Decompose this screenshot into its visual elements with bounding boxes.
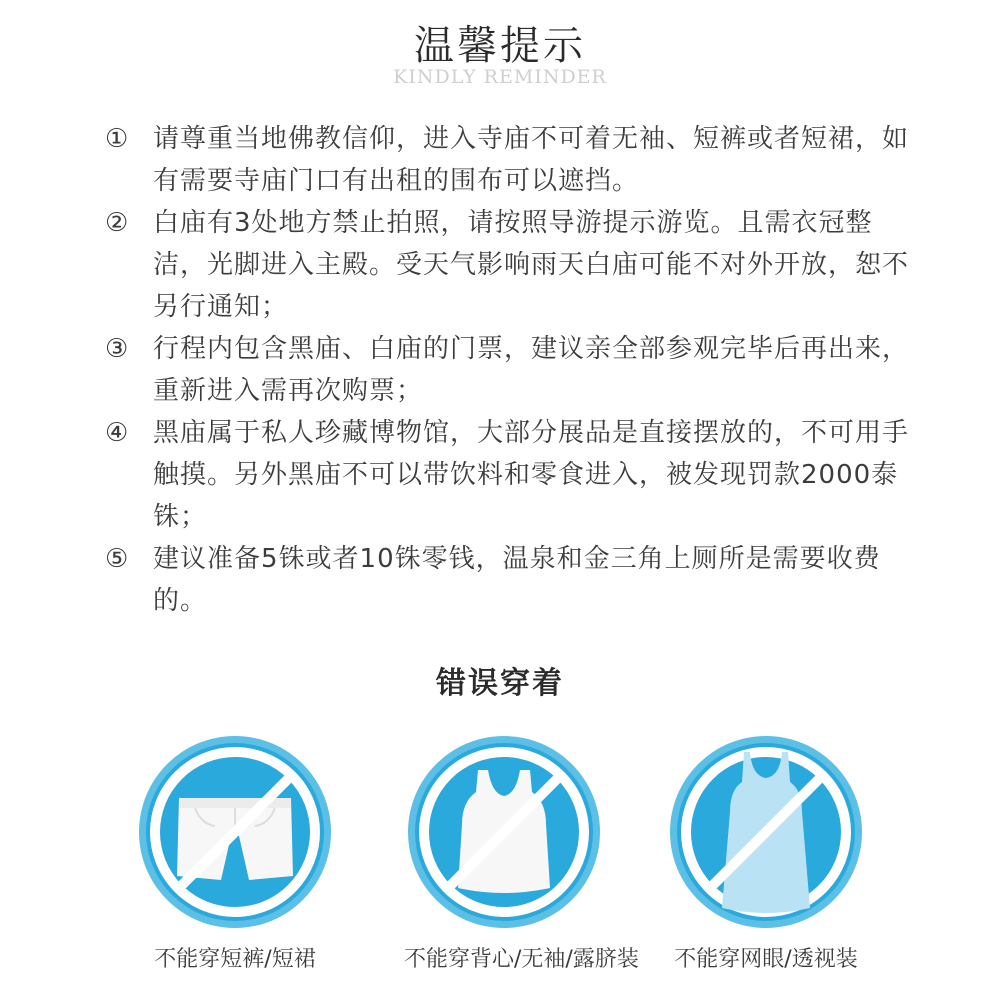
tip-item [105, 538, 910, 622]
tip-item [105, 412, 910, 538]
tip-text: 白庙有3处地方禁止拍照，请按照导游提示游览。且需衣冠整洁，光脚进入主殿。受天气影响雨天白庙可能不对外开放，恕不另行通知； [153, 208, 910, 322]
tip-text: 黑庙属于私人珍藏博物馆，大部分展品是直接摆放的，不可用手触摸。另外黑庙不可以带饮料和零食进入，被发现罚款2000泰铢； [153, 418, 910, 532]
wrong-attire-item-see-through [666, 732, 866, 973]
wrong-attire-caption: 不能穿短裤/短裙 [154, 947, 316, 972]
no-shorts-icon [135, 732, 335, 932]
tip-text: 行程内包含黑庙、白庙的门票，建议亲全部参观完毕后再出来，重新进入需再次购票； [153, 334, 910, 406]
no-vest-icon [404, 732, 604, 932]
wrong-attire-caption: 不能穿背心/无袖/露脐装 [404, 947, 639, 972]
tip-number: ④ [105, 418, 130, 448]
wrong-attire-title: 错误穿着 [436, 666, 564, 701]
wrong-attire-caption: 不能穿网眼/透视装 [674, 947, 858, 972]
tip-item [105, 202, 910, 328]
tip-text: 请尊重当地佛教信仰，进入寺庙不可着无袖、短裤或者短裙，如有需要寺庙门口有出租的围布可以遮挡。 [153, 124, 910, 196]
tip-number: ② [105, 208, 130, 238]
tip-item [105, 118, 910, 202]
wrong-attire-item-shorts [135, 732, 335, 973]
tip-text: 建议准备5铢或者10铢零钱，温泉和金三角上厕所是需要收费的。 [153, 544, 881, 616]
wrong-attire-item-vest [404, 732, 639, 973]
page-subtitle: KINDLY REMINDER [393, 66, 607, 88]
tip-number: ⑤ [105, 544, 130, 574]
page-title: 温馨提示 [414, 23, 586, 69]
tip-number: ① [105, 124, 130, 154]
tip-item [105, 328, 910, 412]
tip-number: ③ [105, 334, 130, 364]
tips-list [105, 118, 910, 622]
no-see-through-dress-icon [666, 732, 866, 932]
